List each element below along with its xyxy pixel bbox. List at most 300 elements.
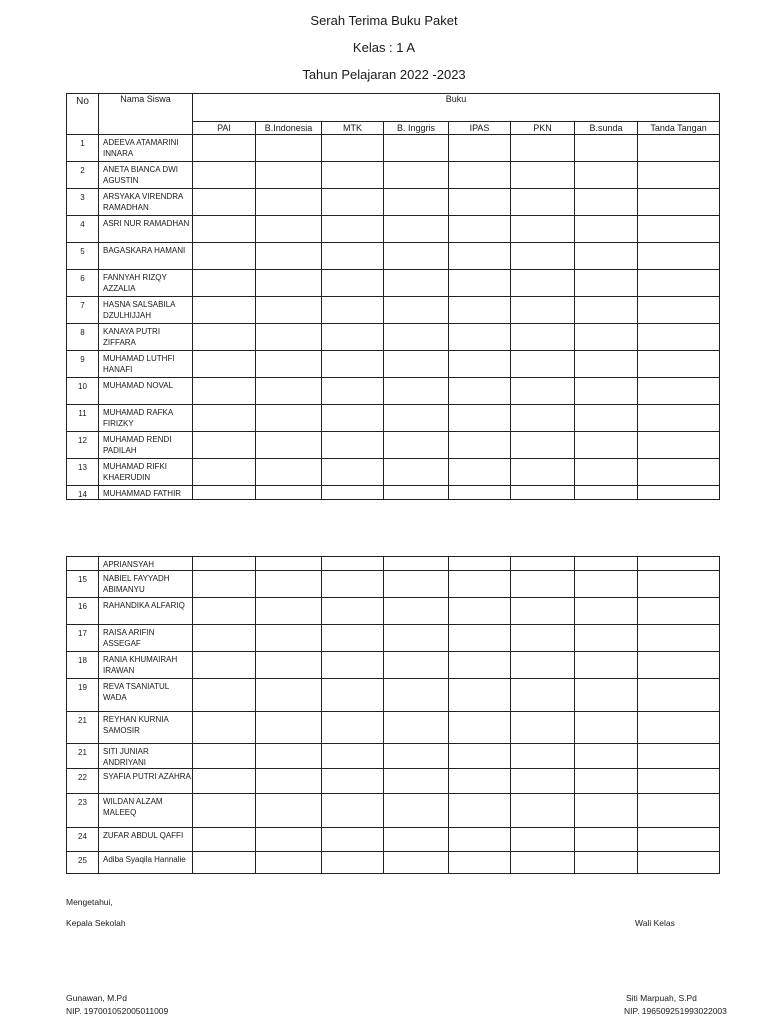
book-check-cell	[511, 459, 575, 486]
book-check-cell	[449, 852, 511, 874]
book-check-cell	[256, 243, 322, 270]
student-name: ANETA BIANCA DWI AGUSTIN	[99, 162, 193, 189]
book-check-cell	[575, 351, 638, 378]
book-check-cell	[638, 270, 720, 297]
book-check-cell	[511, 378, 575, 405]
book-column-header: B.Indonesia	[256, 122, 322, 135]
row-number: 19	[67, 679, 99, 712]
student-name: FANNYAH RIZQY AZZALIA	[99, 270, 193, 297]
book-check-cell	[256, 744, 322, 769]
book-check-cell	[638, 378, 720, 405]
book-check-cell	[384, 189, 449, 216]
book-check-cell	[511, 571, 575, 598]
book-check-cell	[193, 557, 256, 571]
book-check-cell	[193, 828, 256, 852]
book-check-cell	[638, 852, 720, 874]
book-check-cell	[322, 794, 384, 828]
book-check-cell	[511, 270, 575, 297]
book-check-cell	[575, 828, 638, 852]
book-check-cell	[322, 679, 384, 712]
book-check-cell	[322, 852, 384, 874]
book-check-cell	[384, 625, 449, 652]
book-check-cell	[575, 216, 638, 243]
student-name: NABIEL FAYYADH ABIMANYU	[99, 571, 193, 598]
book-check-cell	[384, 432, 449, 459]
student-name: REVA TSANIATUL WADA	[99, 679, 193, 712]
book-check-cell	[511, 405, 575, 432]
row-number: 24	[67, 828, 99, 852]
student-name: BAGASKARA HAMANI	[99, 243, 193, 270]
book-check-cell	[384, 794, 449, 828]
row-number: 21	[67, 744, 99, 769]
student-name: REYHAN KURNIA SAMOSIR	[99, 712, 193, 744]
student-row	[67, 459, 720, 486]
handover-table-page-1	[66, 93, 720, 500]
student-row	[67, 216, 720, 243]
book-check-cell	[638, 216, 720, 243]
book-check-cell	[449, 486, 511, 500]
book-check-cell	[384, 378, 449, 405]
book-check-cell	[449, 598, 511, 625]
book-check-cell	[193, 712, 256, 744]
student-name: WILDAN ALZAM MALEEQ	[99, 794, 193, 828]
book-check-cell	[511, 135, 575, 162]
book-check-cell	[256, 270, 322, 297]
book-check-cell	[384, 486, 449, 500]
book-check-cell	[575, 679, 638, 712]
book-check-cell	[322, 744, 384, 769]
book-check-cell	[575, 162, 638, 189]
book-column-header: IPAS	[449, 122, 511, 135]
book-check-cell	[449, 135, 511, 162]
teacher-title: Wali Kelas	[635, 918, 675, 928]
book-check-cell	[449, 270, 511, 297]
book-check-cell	[322, 828, 384, 852]
student-name: RAHANDIKA ALFARIQ	[99, 598, 193, 625]
books-group-header: Buku	[193, 94, 720, 122]
book-check-cell	[384, 405, 449, 432]
book-check-cell	[322, 769, 384, 794]
book-check-cell	[193, 162, 256, 189]
book-check-cell	[511, 189, 575, 216]
student-row	[67, 297, 720, 324]
book-check-cell	[511, 769, 575, 794]
book-check-cell	[193, 432, 256, 459]
book-check-cell	[384, 679, 449, 712]
row-number	[67, 557, 99, 571]
student-row	[67, 135, 720, 162]
book-check-cell	[449, 162, 511, 189]
book-check-cell	[575, 769, 638, 794]
book-column-header: PAI	[193, 122, 256, 135]
book-check-cell	[638, 557, 720, 571]
book-check-cell	[322, 712, 384, 744]
book-check-cell	[575, 744, 638, 769]
book-check-cell	[511, 216, 575, 243]
row-number: 8	[67, 324, 99, 351]
row-number: 1	[67, 135, 99, 162]
book-check-cell	[322, 432, 384, 459]
book-check-cell	[193, 769, 256, 794]
book-check-cell	[322, 162, 384, 189]
book-check-cell	[575, 135, 638, 162]
book-check-cell	[256, 216, 322, 243]
book-check-cell	[256, 189, 322, 216]
row-number: 11	[67, 405, 99, 432]
book-check-cell	[511, 324, 575, 351]
book-column-header: PKN	[511, 122, 575, 135]
row-number: 18	[67, 652, 99, 679]
book-check-cell	[511, 486, 575, 500]
book-check-cell	[384, 216, 449, 243]
teacher-nip: NIP. 196509251993022003	[624, 1006, 727, 1016]
book-check-cell	[449, 652, 511, 679]
book-check-cell	[575, 324, 638, 351]
book-check-cell	[575, 712, 638, 744]
book-check-cell	[575, 405, 638, 432]
book-check-cell	[322, 598, 384, 625]
row-number: 2	[67, 162, 99, 189]
row-number: 16	[67, 598, 99, 625]
book-check-cell	[384, 571, 449, 598]
book-check-cell	[638, 324, 720, 351]
book-check-cell	[256, 486, 322, 500]
book-check-cell	[449, 378, 511, 405]
row-number: 4	[67, 216, 99, 243]
book-check-cell	[322, 378, 384, 405]
book-check-cell	[384, 712, 449, 744]
book-check-cell	[638, 712, 720, 744]
book-check-cell	[193, 351, 256, 378]
book-check-cell	[511, 625, 575, 652]
row-number: 13	[67, 459, 99, 486]
book-check-cell	[575, 571, 638, 598]
student-row	[67, 598, 720, 625]
book-check-cell	[575, 378, 638, 405]
book-check-cell	[322, 459, 384, 486]
student-name: MUHAMAD RENDI PADILAH	[99, 432, 193, 459]
book-check-cell	[449, 828, 511, 852]
book-check-cell	[193, 459, 256, 486]
student-row	[67, 852, 720, 874]
student-row	[67, 486, 720, 500]
student-row	[67, 625, 720, 652]
student-row	[67, 571, 720, 598]
student-row	[67, 712, 720, 744]
book-check-cell	[322, 189, 384, 216]
row-number: 22	[67, 769, 99, 794]
book-check-cell	[638, 679, 720, 712]
student-row	[67, 769, 720, 794]
row-number: 17	[67, 625, 99, 652]
student-name: APRIANSYAH	[99, 557, 193, 571]
book-check-cell	[449, 744, 511, 769]
row-number: 15	[67, 571, 99, 598]
acknowledged-label: Mengetahui,	[66, 897, 113, 907]
student-row	[67, 351, 720, 378]
book-check-cell	[638, 652, 720, 679]
student-name: MUHAMMAD FATHIR	[99, 486, 193, 500]
book-check-cell	[511, 828, 575, 852]
book-check-cell	[638, 459, 720, 486]
book-check-cell	[256, 351, 322, 378]
book-check-cell	[511, 243, 575, 270]
book-check-cell	[256, 712, 322, 744]
student-name: ADEEVA ATAMARINI INNARA	[99, 135, 193, 162]
book-check-cell	[193, 378, 256, 405]
student-name: KANAYA PUTRI ZIFFARA	[99, 324, 193, 351]
book-check-cell	[575, 794, 638, 828]
book-check-cell	[193, 794, 256, 828]
book-check-cell	[193, 270, 256, 297]
book-check-cell	[384, 297, 449, 324]
book-check-cell	[193, 486, 256, 500]
book-check-cell	[511, 432, 575, 459]
book-check-cell	[256, 405, 322, 432]
book-check-cell	[322, 571, 384, 598]
student-name: SITI JUNIAR ANDRIYANI	[99, 744, 193, 769]
row-number: 9	[67, 351, 99, 378]
book-check-cell	[384, 652, 449, 679]
book-check-cell	[384, 351, 449, 378]
class-label: Kelas : 1 A	[352, 40, 416, 55]
row-number: 23	[67, 794, 99, 828]
book-check-cell	[193, 135, 256, 162]
book-check-cell	[384, 270, 449, 297]
principal-name: Gunawan, M.Pd	[66, 993, 127, 1003]
row-number: 3	[67, 189, 99, 216]
book-check-cell	[322, 270, 384, 297]
book-check-cell	[511, 297, 575, 324]
book-check-cell	[256, 769, 322, 794]
book-check-cell	[193, 598, 256, 625]
student-row	[67, 378, 720, 405]
book-check-cell	[449, 794, 511, 828]
book-column-header: B. Inggris	[384, 122, 449, 135]
row-number: 25	[67, 852, 99, 874]
book-check-cell	[575, 557, 638, 571]
book-check-cell	[638, 297, 720, 324]
book-check-cell	[256, 297, 322, 324]
book-check-cell	[575, 459, 638, 486]
student-name: RAISA ARIFIN ASSEGAF	[99, 625, 193, 652]
book-check-cell	[575, 852, 638, 874]
student-row	[67, 794, 720, 828]
book-check-cell	[322, 405, 384, 432]
student-row	[67, 243, 720, 270]
book-check-cell	[449, 769, 511, 794]
student-name: MUHAMAD RAFKA FIRIZKY	[99, 405, 193, 432]
book-check-cell	[638, 571, 720, 598]
book-check-cell	[193, 216, 256, 243]
book-check-cell	[384, 243, 449, 270]
book-check-cell	[193, 625, 256, 652]
book-check-cell	[511, 652, 575, 679]
student-name: MUHAMAD LUTHFI HANAFI	[99, 351, 193, 378]
book-check-cell	[256, 324, 322, 351]
book-check-cell	[193, 324, 256, 351]
book-check-cell	[449, 432, 511, 459]
student-row	[67, 324, 720, 351]
book-check-cell	[256, 598, 322, 625]
book-check-cell	[449, 189, 511, 216]
student-name: MUHAMAD NOVAL	[99, 378, 193, 405]
book-check-cell	[449, 324, 511, 351]
book-check-cell	[511, 712, 575, 744]
book-check-cell	[638, 243, 720, 270]
book-check-cell	[193, 652, 256, 679]
book-check-cell	[638, 189, 720, 216]
book-check-cell	[638, 744, 720, 769]
student-name: RANIA KHUMAIRAH IRAWAN	[99, 652, 193, 679]
book-check-cell	[256, 459, 322, 486]
book-check-cell	[511, 162, 575, 189]
book-check-cell	[256, 794, 322, 828]
book-check-cell	[384, 828, 449, 852]
book-check-cell	[449, 571, 511, 598]
book-check-cell	[384, 744, 449, 769]
book-check-cell	[384, 135, 449, 162]
book-check-cell	[575, 652, 638, 679]
book-check-cell	[449, 351, 511, 378]
book-check-cell	[638, 405, 720, 432]
book-check-cell	[449, 625, 511, 652]
student-row	[67, 744, 720, 769]
book-check-cell	[193, 189, 256, 216]
name-header: Nama Siswa	[99, 94, 193, 135]
book-check-cell	[193, 852, 256, 874]
principal-nip: NIP. 197001052005011009	[66, 1006, 169, 1016]
book-check-cell	[638, 135, 720, 162]
book-check-cell	[193, 405, 256, 432]
document-title: Serah Terima Buku Paket	[310, 13, 458, 28]
book-check-cell	[638, 598, 720, 625]
book-check-cell	[256, 625, 322, 652]
book-check-cell	[449, 459, 511, 486]
book-check-cell	[384, 324, 449, 351]
book-check-cell	[449, 557, 511, 571]
book-check-cell	[511, 794, 575, 828]
book-check-cell	[638, 351, 720, 378]
book-check-cell	[256, 852, 322, 874]
book-check-cell	[511, 598, 575, 625]
book-check-cell	[193, 679, 256, 712]
student-row	[67, 679, 720, 712]
book-check-cell	[511, 852, 575, 874]
book-check-cell	[575, 625, 638, 652]
book-check-cell	[322, 243, 384, 270]
book-check-cell	[575, 432, 638, 459]
book-check-cell	[193, 571, 256, 598]
book-check-cell	[638, 486, 720, 500]
academic-year: Tahun Pelajaran 2022 -2023	[302, 67, 466, 82]
row-number: 7	[67, 297, 99, 324]
principal-title: Kepala Sekolah	[66, 918, 126, 928]
book-check-cell	[193, 243, 256, 270]
book-check-cell	[322, 486, 384, 500]
book-check-cell	[449, 243, 511, 270]
book-check-cell	[256, 557, 322, 571]
book-check-cell	[193, 744, 256, 769]
no-header: No	[67, 94, 99, 135]
book-check-cell	[256, 652, 322, 679]
teacher-name: Siti Marpuah, S.Pd	[626, 993, 697, 1003]
book-check-cell	[322, 324, 384, 351]
book-check-cell	[638, 432, 720, 459]
book-check-cell	[511, 557, 575, 571]
book-check-cell	[256, 679, 322, 712]
book-check-cell	[638, 828, 720, 852]
book-check-cell	[449, 405, 511, 432]
book-check-cell	[322, 652, 384, 679]
book-check-cell	[575, 243, 638, 270]
book-check-cell	[384, 852, 449, 874]
student-row	[67, 270, 720, 297]
student-row	[67, 432, 720, 459]
book-check-cell	[449, 297, 511, 324]
book-check-cell	[638, 162, 720, 189]
book-check-cell	[575, 189, 638, 216]
row-number: 6	[67, 270, 99, 297]
book-check-cell	[322, 297, 384, 324]
book-check-cell	[322, 216, 384, 243]
book-check-cell	[384, 598, 449, 625]
handover-table-page-2	[66, 556, 720, 874]
student-row	[67, 557, 720, 571]
student-row	[67, 405, 720, 432]
row-number: 21	[67, 712, 99, 744]
book-column-header: Tanda Tangan	[638, 122, 720, 135]
book-check-cell	[256, 828, 322, 852]
student-name: ZUFAR ABDUL QAFFI	[99, 828, 193, 852]
book-check-cell	[638, 794, 720, 828]
book-column-header: B.sunda	[575, 122, 638, 135]
book-check-cell	[449, 679, 511, 712]
book-check-cell	[638, 769, 720, 794]
book-check-cell	[638, 625, 720, 652]
student-name: Adiba Syaqila Hannalie	[99, 852, 193, 874]
book-check-cell	[384, 557, 449, 571]
book-check-cell	[449, 712, 511, 744]
book-check-cell	[322, 557, 384, 571]
book-check-cell	[384, 459, 449, 486]
student-name: ASRI NUR RAMADHAN	[99, 216, 193, 243]
book-check-cell	[575, 598, 638, 625]
book-column-header: MTK	[322, 122, 384, 135]
book-check-cell	[575, 297, 638, 324]
book-check-cell	[575, 270, 638, 297]
student-row	[67, 189, 720, 216]
student-name: HASNA SALSABILA DZULHIJJAH	[99, 297, 193, 324]
book-check-cell	[575, 486, 638, 500]
book-check-cell	[511, 679, 575, 712]
student-name: MUHAMAD RIFKI KHAERUDIN	[99, 459, 193, 486]
row-number: 5	[67, 243, 99, 270]
book-check-cell	[511, 351, 575, 378]
book-check-cell	[256, 571, 322, 598]
student-row	[67, 162, 720, 189]
book-check-cell	[193, 297, 256, 324]
row-number: 10	[67, 378, 99, 405]
book-check-cell	[322, 625, 384, 652]
student-row	[67, 652, 720, 679]
row-number: 12	[67, 432, 99, 459]
book-check-cell	[322, 351, 384, 378]
book-check-cell	[256, 135, 322, 162]
book-check-cell	[322, 135, 384, 162]
book-check-cell	[256, 378, 322, 405]
student-name: ARSYAKA VIRENDRA RAMADHAN	[99, 189, 193, 216]
